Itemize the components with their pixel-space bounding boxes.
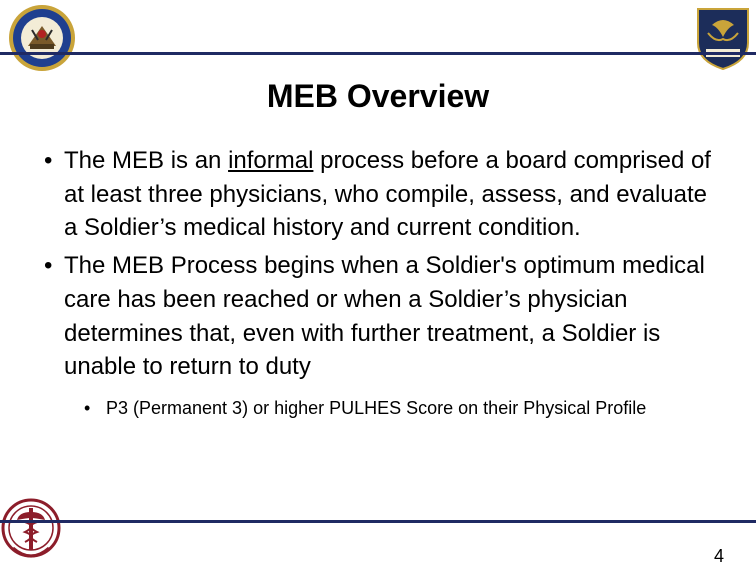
bullet-icon: • (84, 397, 91, 418)
sub-bullet-item (84, 396, 724, 420)
bullet-item (44, 249, 724, 384)
bullet-text: The MEB Process begins when a Soldier's optimum medical care has been reached or when a Soldier’s physician determines that, even with further treatment, a Soldier is unable to return to duty (64, 252, 705, 381)
bullet-text-emphasis: informal (228, 147, 314, 174)
bullet-text-pre: The MEB is an (64, 147, 229, 174)
sub-bullet-text: P3 (Permanent 3) or higher PULHES Score on their Physical Profile (106, 397, 647, 418)
bullet-list (44, 144, 724, 420)
slide-title: MEB Overview (266, 78, 490, 114)
army-seal-logo (8, 4, 76, 72)
footer-rule (0, 520, 756, 523)
bullet-icon: • (44, 147, 53, 174)
bullet-text-post: process before a board comprised of at least three physicians, who compile, assess, and evaluate a Soldier’s medical history and current condition. (64, 147, 711, 242)
unit-crest-logo (694, 3, 752, 71)
header-rule (0, 52, 756, 55)
bullet-icon: • (44, 252, 53, 280)
bullet-item (44, 144, 724, 245)
army-medicine-logo (1, 498, 61, 566)
page-number: 4 (713, 546, 724, 566)
